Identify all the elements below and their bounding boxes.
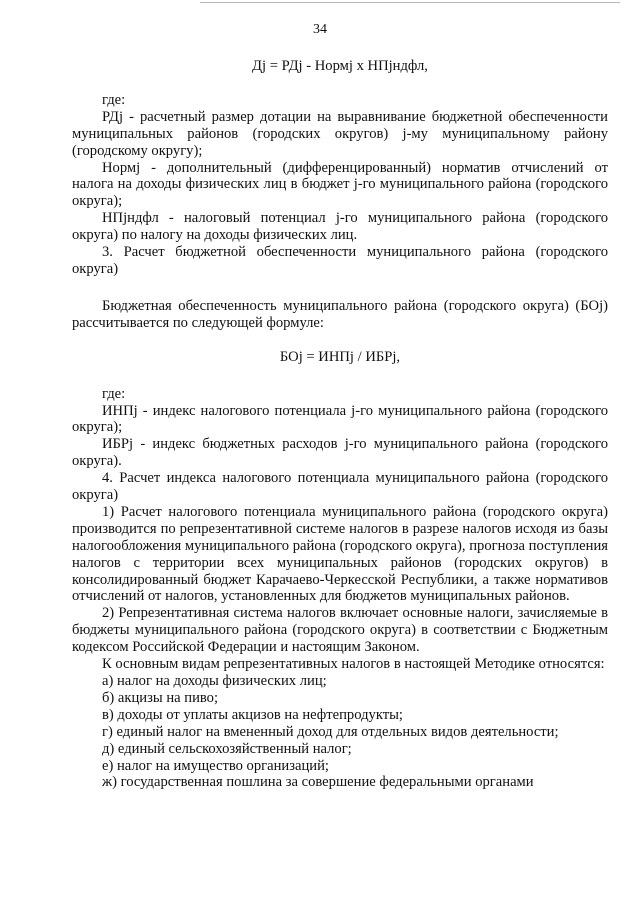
paragraph: е) налог на имущество организаций;: [102, 757, 329, 774]
where-label: где:: [102, 91, 126, 108]
page-number: 34: [313, 22, 327, 37]
paragraph: 1) Расчет налогового потенциала муниципального района (городского округа) производится по репрезентативной системе налогов в разрезе налогов исходя из базы налогообложения муниципального района (городского округа), прогноза поступления налогов с территории всех муниципальных районов (городских округов) в консолидированный бюджет Карачаево-Черкесской Республики, а также нормативов отчислений от налогов, установленных для бюджетов муниципальных районов.: [72, 503, 608, 605]
paragraph: К основным видам репрезентативных налогов в настоящей Методике относятся:: [102, 656, 605, 673]
paragraph: 3. Расчет бюджетной обеспеченности муниципального района (городского округа): [72, 244, 608, 277]
paragraph: ж) государственная пошлина за совершение федеральными органами: [102, 774, 534, 791]
document-body: [72, 58, 608, 791]
paragraph: Бюджетная обеспеченность муниципального района (городского округа) (БОj) рассчитывается по следующей формуле:: [72, 297, 608, 331]
paragraph: д) единый сельскохозяйственный налог;: [102, 740, 352, 757]
where-label: где:: [102, 385, 126, 402]
spacer: [72, 278, 608, 298]
paragraph: ИБРj - индекс бюджетных расходов j-го муниципального района (городского округа).: [72, 436, 608, 470]
spacer: [72, 75, 608, 92]
formula: БОj = ИНПj / ИБРj,: [279, 348, 401, 365]
spacer: [72, 366, 608, 386]
paragraph: РДj - расчетный размер дотации на выравнивание бюджетной обеспеченности муниципальных районов (городских округов) j-му муниципальному району (городскому округу);: [72, 108, 608, 159]
paragraph: в) доходы от уплаты акцизов на нефтепродукты;: [102, 706, 403, 723]
paragraph: Нормj - дополнительный (дифференцированный) норматив отчислений от налога на доходы физических лиц в бюджет j-го муниципального района (городского округа);: [72, 159, 608, 210]
paragraph: г) единый налог на вмененный доход для отдельных видов деятельности;: [102, 723, 559, 740]
paragraph: НПjндфл - налоговый потенциал j-го муниципального района (городского округа) по налогу на доходы физических лиц.: [72, 210, 608, 244]
top-border-line: [200, 2, 620, 3]
paragraph: 2) Репрезентативная система налогов включает основные налоги, зачисляемые в бюджеты муниципального района (городского округа) в соответствии с Бюджетным кодексом Российской Федерации и настоящим Законом.: [72, 605, 608, 656]
spacer: [72, 332, 608, 349]
formula: Дj = РДj - Нормj х НПjндфл,: [252, 58, 428, 74]
paragraph: ИНПj - индекс налогового потенциала j-го муниципального района (городского округа);: [72, 402, 608, 436]
paragraph: б) акцизы на пиво;: [102, 689, 219, 706]
paragraph: а) налог на доходы физических лиц;: [102, 673, 327, 689]
paragraph: 4. Расчет индекса налогового потенциала муниципального района (городского округа): [72, 470, 608, 504]
